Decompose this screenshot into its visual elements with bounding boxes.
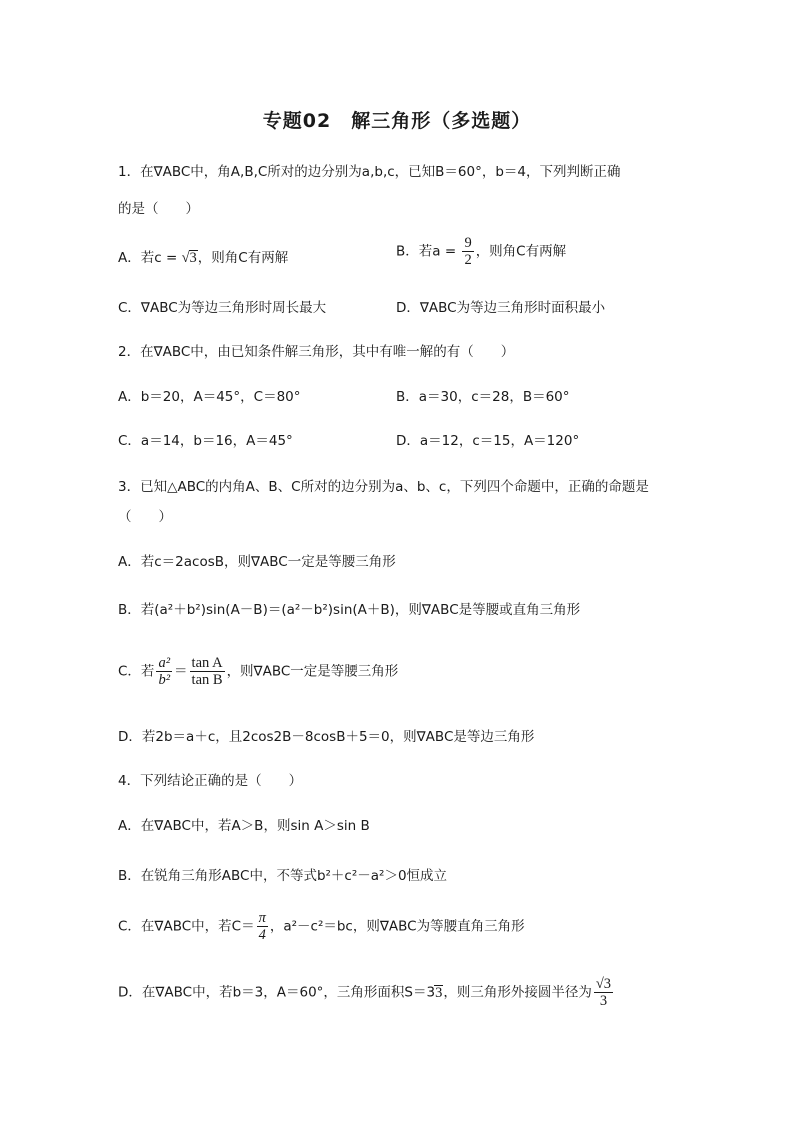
- q1-stem-line1: 1．在∇ABC中，角A,B,C所对的边分别为a,b,c，已知B＝60°，b＝4，下列判断正确: [118, 164, 621, 180]
- q4-stem: 4．下列结论正确的是（ ）: [118, 773, 303, 789]
- q1-a-suffix: ，则角C有两解: [197, 250, 289, 266]
- q3-c-numerator-left: a²: [158, 655, 171, 671]
- q3-option-c: [118, 655, 398, 688]
- q3-option-b: B．若(a²＋b²)sin(A－B)＝(a²－b²)sin(A＋B)，则∇ABC是等腰或直角三角形: [118, 602, 581, 618]
- q4-c-suffix: ，a²－c²＝bc，则∇ABC为等腰直角三角形: [269, 918, 525, 935]
- q2-option-b: B．a＝30，c＝28，B＝60°: [396, 389, 570, 405]
- q3-stem-line1: 3．已知△ABC的内角A、B、C所对的边分别为a、b、c，下列四个命题中，正确的命题是: [118, 479, 649, 495]
- q1-option-b: [396, 235, 566, 268]
- q4-option-c: [118, 910, 525, 943]
- q2-option-a: A．b＝20，A＝45°，C＝80°: [118, 389, 301, 405]
- q3-option-a: A．若c＝2acosB，则∇ABC一定是等腰三角形: [118, 554, 396, 570]
- page-title: 专题02 解三角形（多选题）: [262, 110, 532, 132]
- q1-stem-line2: 的是（ ）: [118, 201, 199, 217]
- q3-stem-line2: （ ）: [118, 509, 172, 525]
- q1-option-c: C．∇ABC为等边三角形时周长最大: [118, 300, 327, 316]
- q4-d-radicand: 3: [435, 984, 443, 1001]
- q2-option-c: C．a＝14，b＝16，A＝45°: [118, 433, 293, 449]
- q3-c-numerator-right: tan A: [191, 655, 223, 671]
- q4-d-denominator: 3: [599, 993, 608, 1009]
- q4-c-fraction: [257, 910, 268, 943]
- q1-b-suffix: ，则角C有两解: [475, 243, 567, 260]
- q3-c-fraction-right: [190, 655, 225, 688]
- q3-c-denominator-right: tan B: [191, 672, 223, 688]
- q4-c-numerator: π: [258, 910, 266, 926]
- q3-c-equals: ＝: [174, 663, 188, 680]
- q3-c-prefix: C．若: [118, 663, 155, 680]
- q2-option-d: D．a＝12，c＝15，A＝120°: [396, 433, 580, 449]
- q1-b-fraction: [462, 235, 473, 268]
- q4-option-a: A．在∇ABC中，若A＞B，则sin A＞sin B: [118, 818, 370, 834]
- q3-c-fraction-left: [156, 655, 172, 688]
- q1-b-prefix: B．若a =: [396, 243, 461, 260]
- q1-a-radicand: 3: [189, 250, 197, 266]
- q1-b-denominator: 2: [464, 252, 472, 268]
- q3-option-d: D．若2b＝a＋c，且2cos2B－8cosB＋5＝0，则∇ABC是等边三角形: [118, 729, 535, 745]
- q4-c-denominator: 4: [258, 927, 266, 943]
- q3-c-denominator-left: b²: [158, 672, 171, 688]
- q4-d-numerator: √3: [595, 976, 612, 992]
- q1-b-numerator: 9: [464, 235, 472, 251]
- q4-c-prefix: C．在∇ABC中，若C＝: [118, 918, 255, 935]
- q1-option-a: A．若c = √3，则角C有两解: [118, 250, 289, 266]
- q4-d-prefix: D．在∇ABC中，若b＝3，A＝60°，三角形面积S＝3: [118, 984, 436, 1001]
- q3-c-suffix: ，则∇ABC一定是等腰三角形: [226, 663, 399, 680]
- q4-d-middle: ，则三角形外接圆半径为: [443, 984, 592, 1001]
- q4-d-fraction: [594, 976, 613, 1009]
- q4-option-b: B．在锐角三角形ABC中，不等式b²＋c²－a²＞0恒成立: [118, 868, 448, 884]
- q4-option-d: [118, 976, 615, 1009]
- q2-stem: 2．在∇ABC中，由已知条件解三角形，其中有唯一解的有（ ）: [118, 344, 515, 360]
- q1-option-d: D．∇ABC为等边三角形时面积最小: [396, 300, 606, 316]
- q1-a-prefix: A．若c =: [118, 250, 182, 266]
